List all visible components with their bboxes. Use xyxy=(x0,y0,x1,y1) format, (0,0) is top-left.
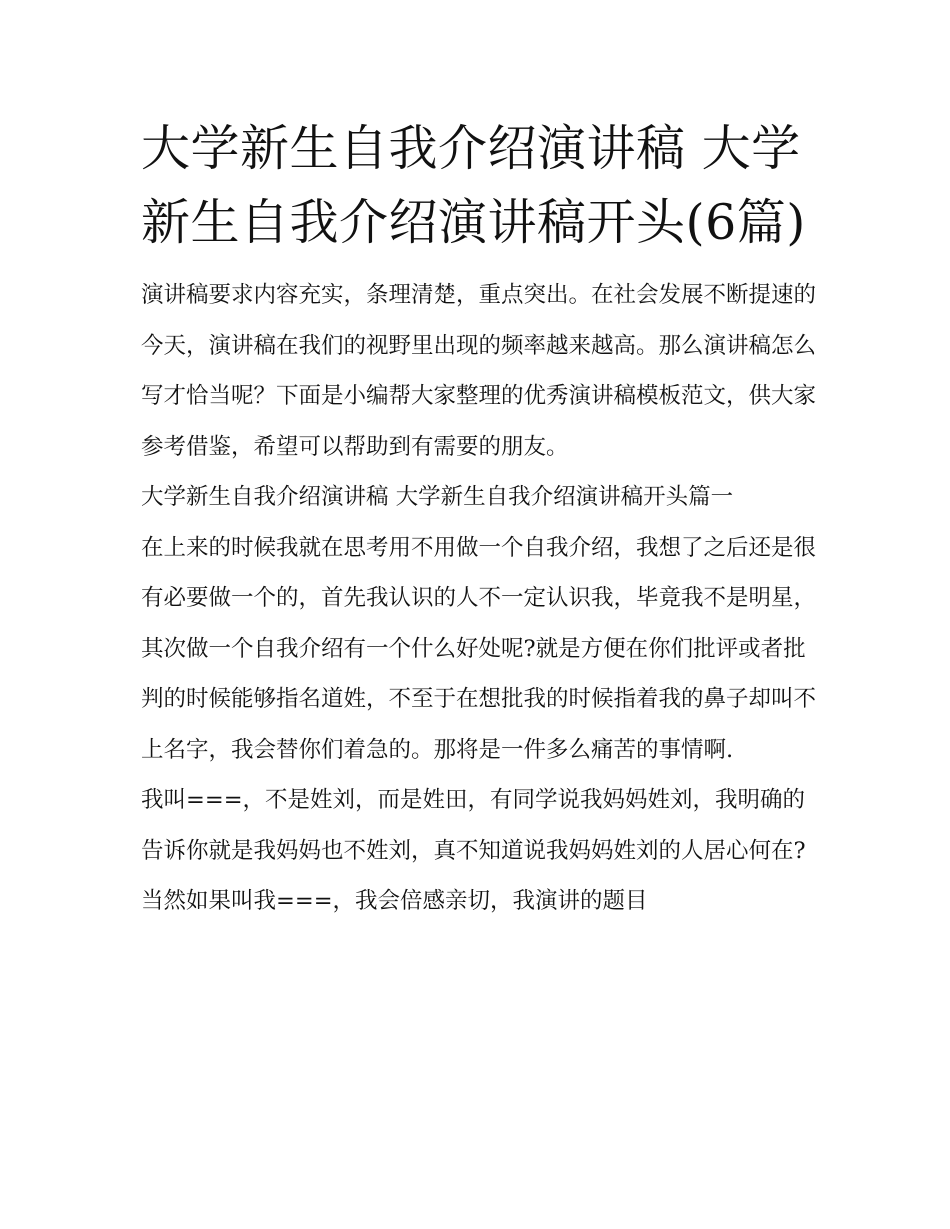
intro-paragraph: 演讲稿要求内容充实，条理清楚，重点突出。在社会发展不断提速的今天，演讲稿在我们的视野里出现的频率越来越高。那么演讲稿怎么写才恰当呢？下面是小编帮大家整理的优秀演讲稿模板范文，供大家参考借鉴，希望可以帮助到有需要的朋友。 xyxy=(141,282,817,460)
document-body xyxy=(141,112,816,927)
document-title: 大学新生自我介绍演讲稿 大学新生自我介绍演讲稿开头(6篇) xyxy=(141,120,806,251)
body-paragraph: 在上来的时候我就在思考用不用做一个自我介绍，我想了之后还是很有必要做一个的，首先我认识的人不一定认识我，毕竟我不是明星，其次做一个自我介绍有一个什么好处呢?就是方便在你们批评或者批判的时候能够指名道姓，不至于在想批我的时候指着我的鼻子却叫不上名字，我会替你们着急的。那将是一件多么痛苦的事情啊. xyxy=(141,534,817,763)
section-heading: 大学新生自我介绍演讲稿 大学新生自我介绍演讲稿开头篇一 xyxy=(141,484,734,510)
body-paragraph: 我叫===，不是姓刘，而是姓田，有同学说我妈妈姓刘，我明确的告诉你就是我妈妈也不姓刘，真不知道说我妈妈姓刘的人居心何在?当然如果叫我===，我会倍感亲切，我演讲的题目 xyxy=(141,787,806,914)
